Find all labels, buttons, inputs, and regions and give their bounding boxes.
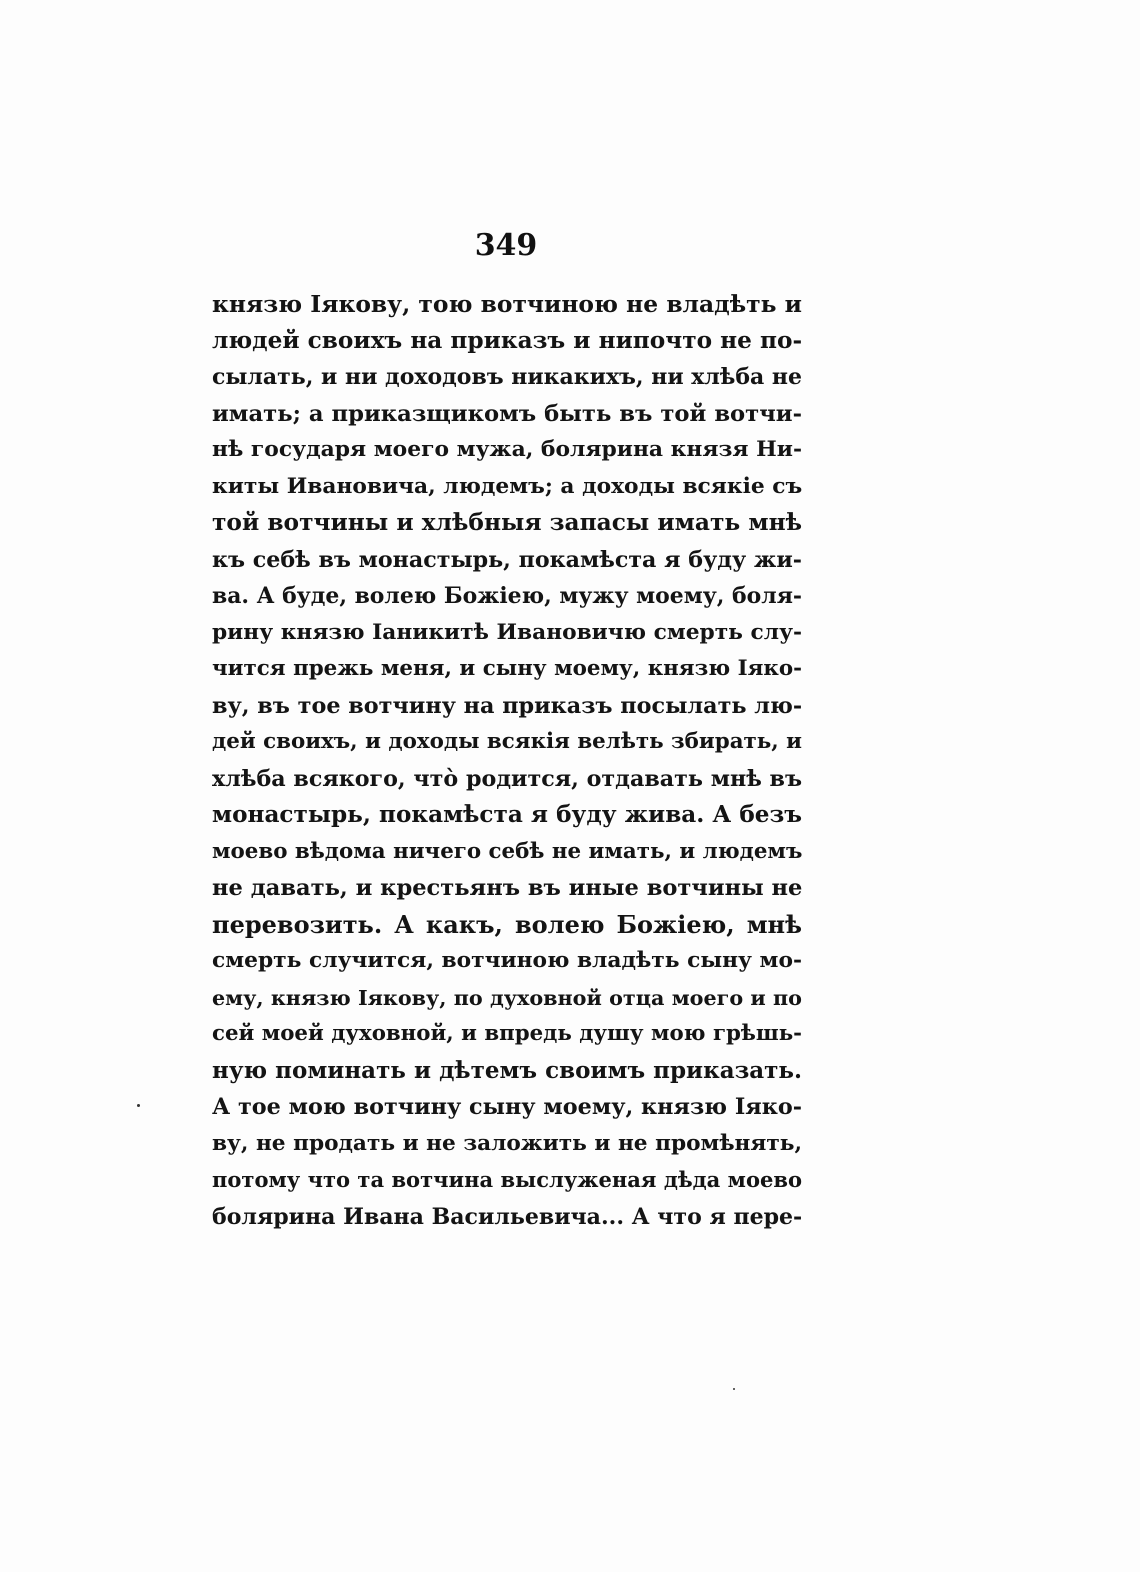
text-line: болярина Ивана Васильевича... А что я пере- <box>212 1203 802 1230</box>
text-line: ву, не продать и не заложить и не промѣнять, <box>212 1130 802 1156</box>
text-line: чится прежь меня, и сыну моему, князю Іяко- <box>212 656 802 681</box>
text-line: ную поминать и дѣтемъ своимъ приказать. <box>212 1056 802 1084</box>
text-line: потому что та вотчина выслуженая дѣда моево <box>212 1167 802 1192</box>
text-line: моево вѣдома ничего себѣ не имать, и людемъ <box>212 838 802 864</box>
text-line: перевозить. А какъ, волею Божіею, мнѣ <box>212 909 802 939</box>
page-number: 349 <box>474 228 538 263</box>
body-text <box>212 286 802 1235</box>
text-line: нѣ государя моего мужа, болярина князя Ни- <box>212 437 802 462</box>
text-line: киты Ивановича, людемъ; а доходы всякіе съ <box>212 473 802 499</box>
text-line: монастырь, покамѣста я буду жива. А безъ <box>212 801 802 828</box>
text-line: имать; а приказщикомъ быть въ той вотчи- <box>212 400 802 427</box>
ink-speck <box>137 1104 140 1107</box>
text-line: сылать, и ни доходовъ никакихъ, ни хлѣба не <box>212 364 802 390</box>
text-line: ему, князю Іякову, по духовной отца моего и по <box>212 985 802 1010</box>
text-line: къ себѣ въ монастырь, покамѣста я буду жи- <box>212 546 802 573</box>
text-line: хлѣба всякого, что̀ родится, отдавать мнѣ въ <box>212 765 802 792</box>
text-line: князю Іякову, тою вотчиною не владѣть и <box>212 290 802 318</box>
text-line: сей моей духовной, и впредь душу мою грѣшь- <box>212 1021 802 1046</box>
text-line: дей своихъ, и доходы всякія велѣть збирать, и <box>212 729 802 754</box>
text-line: не давать, и крестьянъ въ иные вотчины не <box>212 875 802 901</box>
text-line: рину князю Іаникитѣ Ивановичю смерть слу- <box>212 619 802 645</box>
text-line: ва. А буде, волею Божіею, мужу моему, боля- <box>212 583 802 609</box>
text-line: смерть случится, вотчиною владѣть сыну мо- <box>212 948 802 973</box>
text-line: той вотчины и хлѣбныя запасы имать мнѣ <box>212 509 802 536</box>
ink-speck <box>733 1388 735 1390</box>
text-line: людей своихъ на приказъ и нипочто не по- <box>212 326 802 354</box>
text-line: А тое мою вотчину сыну моему, князю Іяко- <box>212 1094 802 1120</box>
text-line: ву, въ тое вотчину на приказъ посылать лю- <box>212 692 802 719</box>
